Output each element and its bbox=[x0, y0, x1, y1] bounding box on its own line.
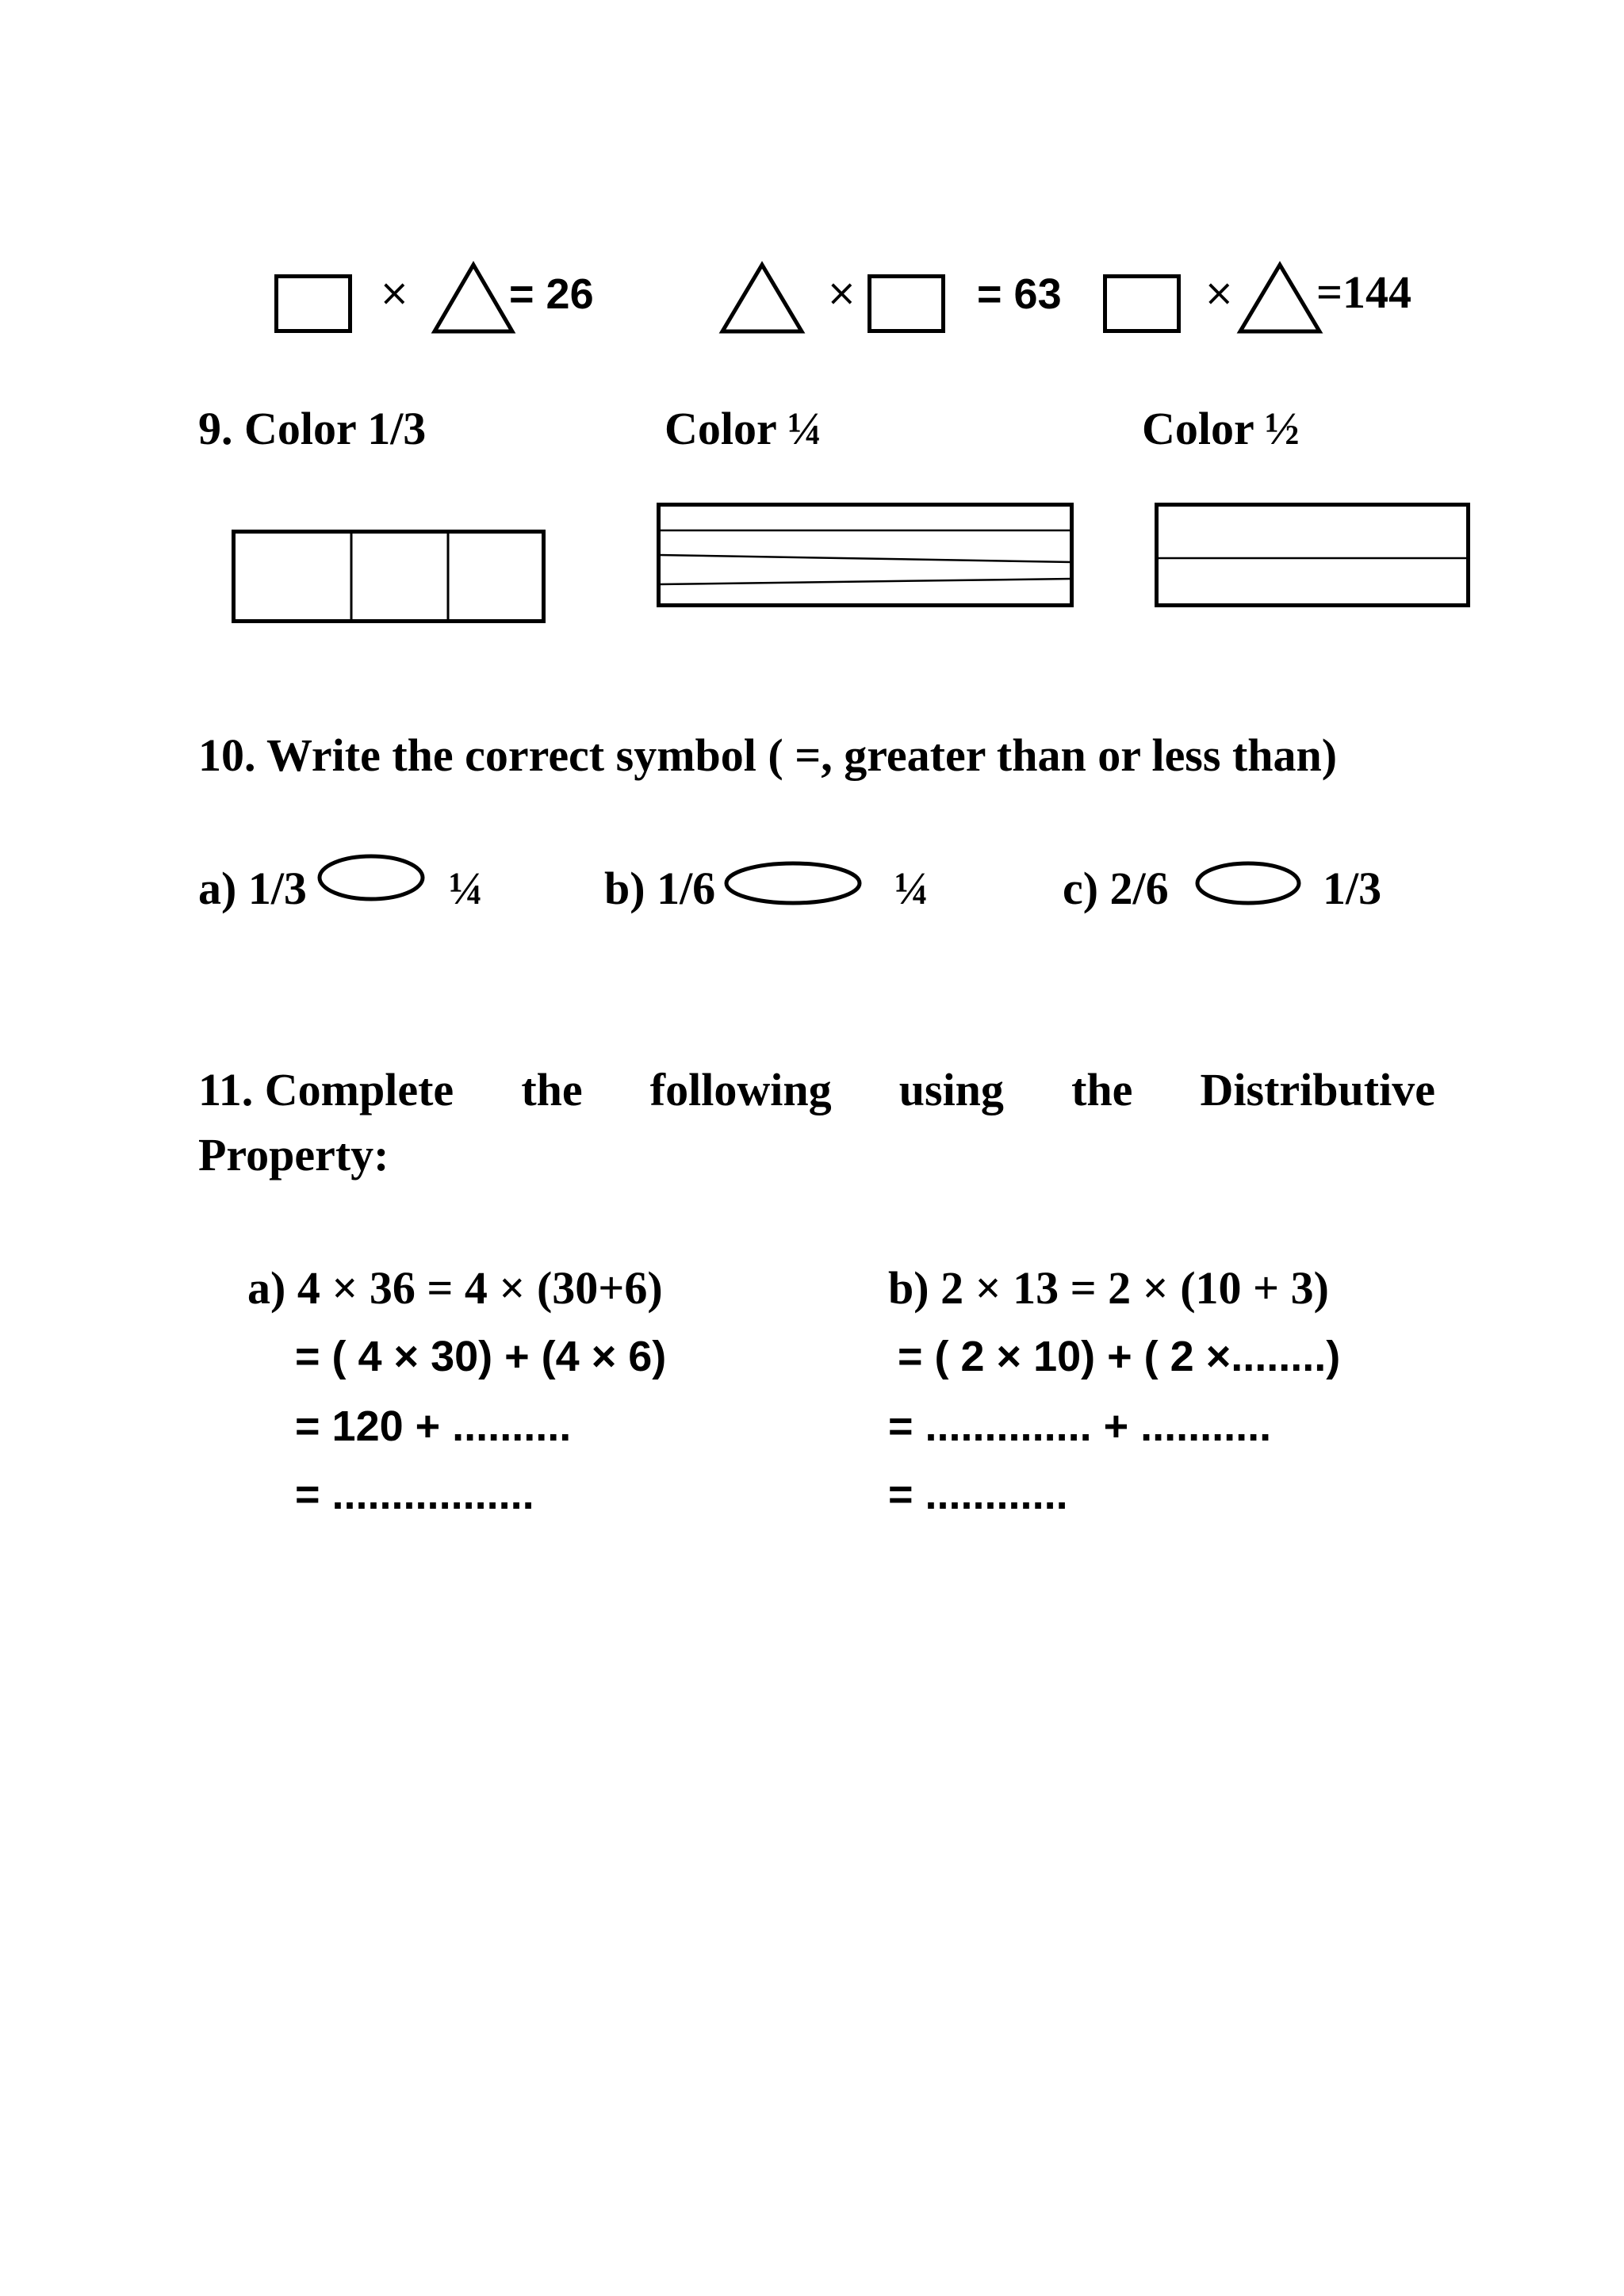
answer-oval[interactable] bbox=[1194, 859, 1302, 907]
multiply-sign: × bbox=[1204, 271, 1235, 314]
q9-label-b: Color ¼ bbox=[665, 403, 822, 454]
square-icon bbox=[1103, 274, 1181, 333]
puzzle-result: = 26 bbox=[509, 270, 594, 318]
triangle-icon bbox=[719, 262, 805, 335]
q11-heading-word: using bbox=[898, 1064, 1004, 1115]
triangle-icon bbox=[1237, 262, 1323, 335]
multiply-sign: × bbox=[379, 271, 410, 314]
puzzle-result: = 63 bbox=[977, 270, 1062, 318]
q10-c-left: c) 2/6 bbox=[1063, 863, 1169, 914]
q11-b-line4[interactable]: = ............ bbox=[888, 1471, 1068, 1518]
rectangle-quarters[interactable] bbox=[657, 503, 1074, 607]
puzzle-result: =144 bbox=[1316, 266, 1412, 318]
q11-heading-word: the bbox=[521, 1064, 583, 1115]
rectangle-thirds[interactable] bbox=[232, 530, 546, 623]
q11-a-line3[interactable]: = 120 + .......... bbox=[295, 1402, 572, 1450]
q11-a-line4[interactable]: = ................. bbox=[295, 1471, 534, 1518]
answer-oval[interactable] bbox=[316, 853, 427, 902]
q11-heading-word: Distributive bbox=[1200, 1064, 1435, 1115]
q11-b-line2[interactable]: = ( 2 × 10) + ( 2 ×........) bbox=[898, 1333, 1341, 1380]
q10-c-right: 1/3 bbox=[1323, 863, 1382, 914]
answer-oval[interactable] bbox=[723, 859, 863, 907]
q10-a-right: ¼ bbox=[449, 863, 484, 914]
q10-b-left: b) 1/6 bbox=[604, 863, 716, 914]
multiply-sign: × bbox=[826, 271, 857, 314]
q11-a-line2: = ( 4 × 30) + (4 × 6) bbox=[295, 1333, 667, 1380]
q11-heading bbox=[198, 1064, 1435, 1115]
square-icon bbox=[868, 274, 945, 333]
q9-label-a: 9. Color 1/3 bbox=[198, 403, 427, 454]
triangle-icon bbox=[431, 262, 515, 335]
q10-b-right: ¼ bbox=[894, 863, 929, 914]
q10-heading: 10. Write the correct symbol ( =, greater than or less than) bbox=[198, 729, 1338, 781]
q9-label-c: Color ½ bbox=[1142, 403, 1300, 454]
rectangle-halves[interactable] bbox=[1155, 503, 1470, 607]
q11-heading-word: following bbox=[649, 1064, 832, 1115]
q11-heading-word: the bbox=[1071, 1064, 1133, 1115]
q10-a-left: a) 1/3 bbox=[198, 863, 307, 914]
q11-b-line3[interactable]: = .............. + ........... bbox=[888, 1402, 1272, 1450]
q11-heading-line2: Property: bbox=[198, 1129, 389, 1181]
q11-heading-word: 11. Complete bbox=[198, 1064, 454, 1115]
square-icon bbox=[274, 274, 352, 333]
q11-b-line1: b) 2 × 13 = 2 × (10 + 3) bbox=[888, 1262, 1329, 1314]
q11-a-line1: a) 4 × 36 = 4 × (30+6) bbox=[247, 1262, 663, 1314]
